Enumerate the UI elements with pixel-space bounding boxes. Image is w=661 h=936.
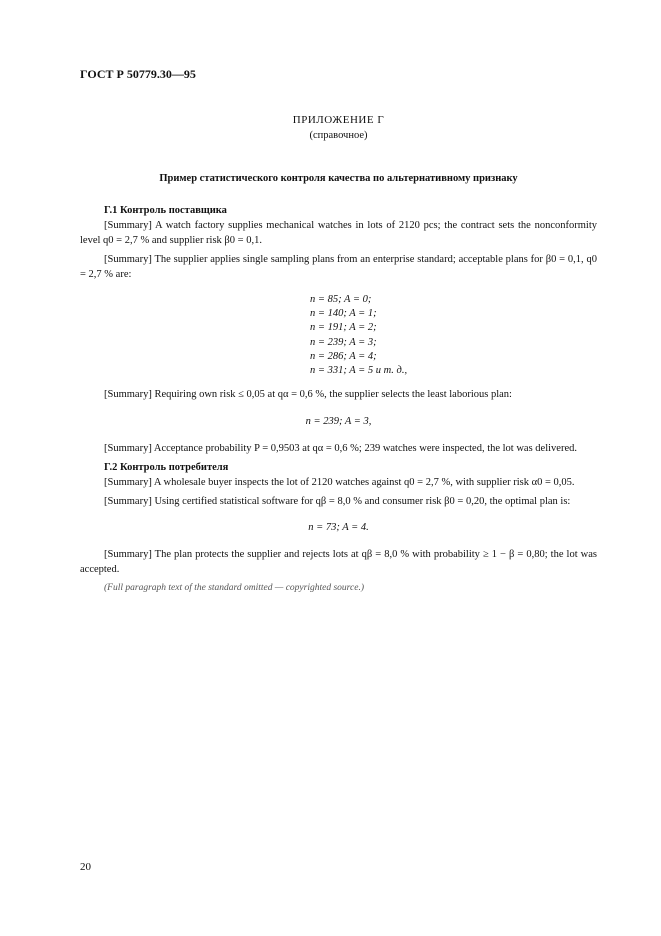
appendix-label: ПРИЛОЖЕНИЕ Г <box>292 114 385 127</box>
paragraph-summary: [Summary] Using certified statistical software for qβ = 8,0 % and consumer risk β0 = 0,20, the optimal plan is: <box>104 495 571 507</box>
chosen-plan-formula: n = 73; A = 4. <box>308 522 369 534</box>
sampling-plan-item: n = 239; A = 3; <box>310 336 377 348</box>
sampling-plan-item: n = 140; A = 1; <box>310 308 377 320</box>
page-number: 20 <box>80 861 91 874</box>
paragraph-summary: [Summary] The supplier applies single sampling plans from an enterprise standard; acceptable plans for β0 = 0,1, q0 = 2,7 % are: <box>80 254 597 281</box>
chosen-plan-formula: n = 239; A = 3, <box>305 415 372 427</box>
document-id: ГОСТ Р 50779.30—95 <box>80 67 196 81</box>
paragraph-summary: [Summary] Acceptance probability P = 0,9503 at qα = 0,6 %; 239 watches were inspected, the lot was delivered. <box>104 442 577 454</box>
paragraph-summary: [Summary] The plan protects the supplier and rejects lots at qβ = 8,0 % with probability ≥ 1 − β = 0,80; the lot was accepted. <box>80 549 597 576</box>
section-heading-consumer: Г.2 Контроль потребителя <box>104 461 229 473</box>
appendix-note: (справочное) <box>309 129 368 141</box>
sampling-plan-item: n = 191; A = 2; <box>310 322 377 334</box>
appendix-title: Пример статистического контроля качества по альтернативному признаку <box>159 172 518 184</box>
sampling-plan-item: n = 286; A = 4; <box>310 350 377 362</box>
paragraph-summary: [Summary] A wholesale buyer inspects the lot of 2120 watches against q0 = 2,7 %, with supplier risk α0 = 0,05. <box>104 476 575 488</box>
section-heading-supplier: Г.1 Контроль поставщика <box>104 205 227 217</box>
sampling-plan-list <box>310 293 597 378</box>
sampling-plan-item: n = 85; A = 0; <box>310 293 372 305</box>
paragraph-summary: [Summary] A watch factory supplies mechanical watches in lots of 2120 pcs; the contract sets the nonconformity level q0 = 2,7 % and supplier risk β0 = 0,1. <box>80 220 597 247</box>
omission-note: (Full paragraph text of the standard omitted — copyrighted source.) <box>104 583 364 594</box>
sampling-plan-item: n = 331; A = 5 и т. д., <box>310 364 408 376</box>
paragraph-summary: [Summary] Requiring own risk ≤ 0,05 at qα = 0,6 %, the supplier selects the least laborious plan: <box>104 389 512 401</box>
